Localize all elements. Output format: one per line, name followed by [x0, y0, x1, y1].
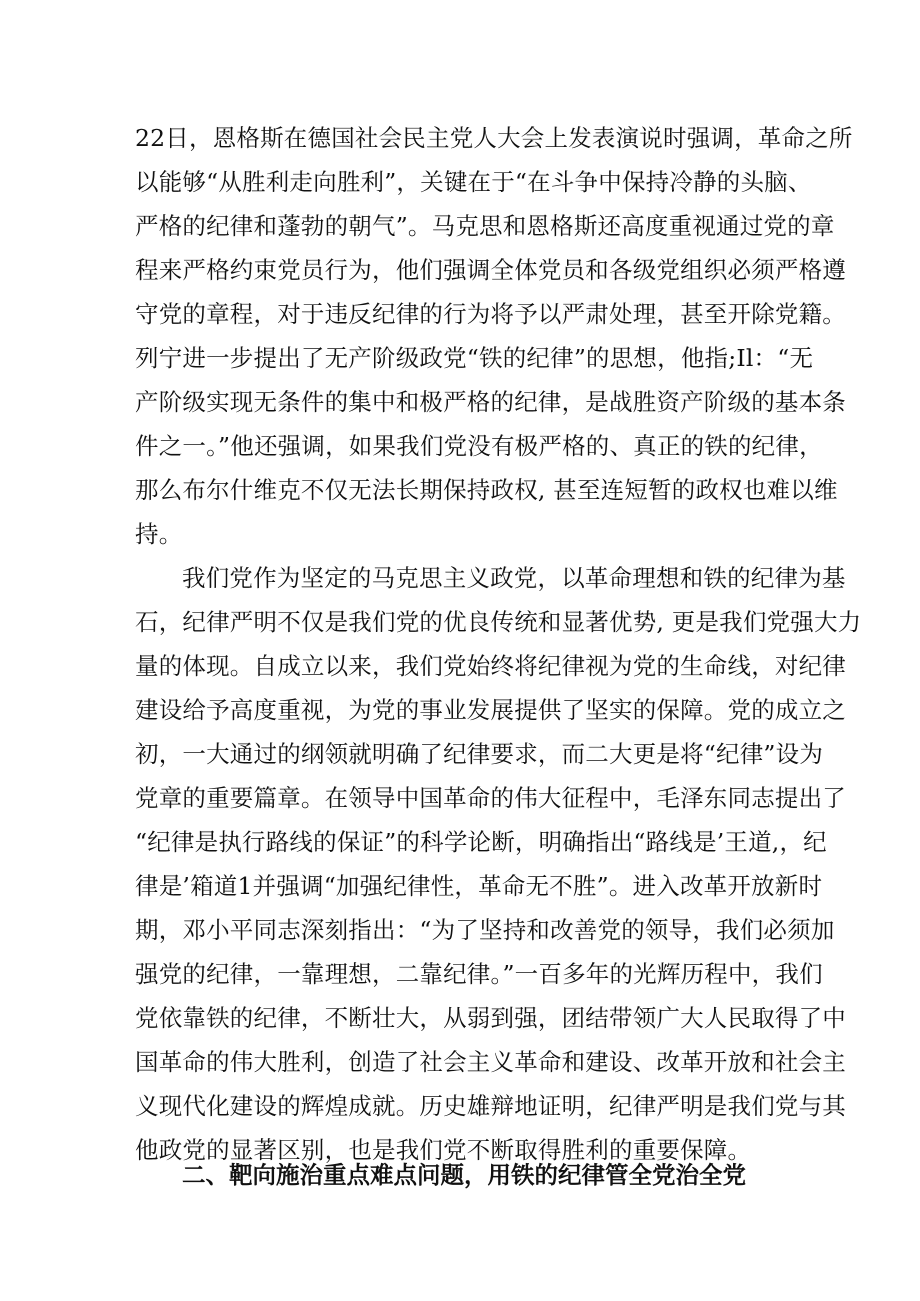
text-line: 建设给予高度重视，为党的事业发展提供了坚实的保障。党的成立之: [135, 696, 846, 724]
text-line: 义现代化建设的辉煌成就。历史雄辩地证明，纪律严明是我们党与其: [135, 1092, 846, 1120]
text-line: 那么布尔什维克不仅无法长期保持政权, 甚至连短暂的政权也难以维: [135, 476, 838, 504]
text-line: “纪律是执行路线的保证”的科学论断，明确指出“路线是’王道,，纪: [135, 828, 827, 856]
text-line: 期，邓小平同志深刻指出：“为了坚持和改善党的领导，我们必须加: [135, 916, 835, 944]
text-line: 22日，恩格斯在德国社会民主党人大会上发表演说时强调，革命之所: [135, 124, 853, 152]
text-line: 持。: [135, 520, 183, 548]
text-line: 以能够“从胜利走向胜利”，关键在于“在斗争中保持冷静的头脑、: [135, 168, 812, 196]
text-line: 列宁进一步提出了无产阶级政党“铁的纪律”的思想，他指;Il：“无: [135, 344, 814, 372]
text-line: 件之一。”他还强调，如果我们党没有极严格的、真正的铁的纪律，: [135, 432, 823, 460]
body-text: [135, 116, 862, 1172]
text-line: 党依靠铁的纪律，不断壮大，从弱到强，团结带领广大人民取得了中: [135, 1004, 846, 1032]
text-line: 他政党的显著区别，也是我们党不断取得胜利的重要保障。: [135, 1136, 752, 1164]
text-line: 律是’箱道1并强调“加强纪律性，革命无不胜”。进入改革开放新时: [135, 872, 823, 900]
text-line: 强党的纪律，一靠理想，二靠纪律。”一百多年的光辉历程中，我们: [135, 960, 823, 988]
text-line: 程来严格约束党员行为，他们强调全体党员和各级党组织必须严格遵: [135, 256, 846, 284]
text-line: 石，纪律严明不仅是我们党的优良传统和显著优势, 更是我们党强大力: [135, 608, 862, 636]
text-line: 守党的章程，对于违反纪律的行为将予以严肃处理，甚至开除党籍。: [135, 300, 846, 328]
text-line: 初，一大通过的纲领就明确了纪律要求，而二大更是将“纪律”设为: [135, 740, 824, 768]
text-line: 产阶级实现无条件的集中和极严格的纪律，是战胜资产阶级的基本条: [135, 388, 846, 416]
text-line: 党章的重要篇章。在领导中国革命的伟大征程中，毛泽东同志提出了: [135, 784, 846, 812]
text-line: 量的体现。自成立以来，我们党始终将纪律视为党的生命线，对纪律: [135, 652, 846, 680]
section-heading: 二、靶向施治重点难点问题，用铁的纪律管全党治全党: [182, 1161, 746, 1189]
text-line: 国革命的伟大胜利，创造了社会主义革命和建设、改革开放和社会主: [135, 1048, 846, 1076]
text-line: 严格的纪律和蓬勃的朝气”。马克思和恩格斯还高度重视通过党的章: [135, 212, 835, 240]
text-line: 我们党作为坚定的马克思主义政党，以革命理想和铁的纪律为基: [182, 564, 846, 592]
